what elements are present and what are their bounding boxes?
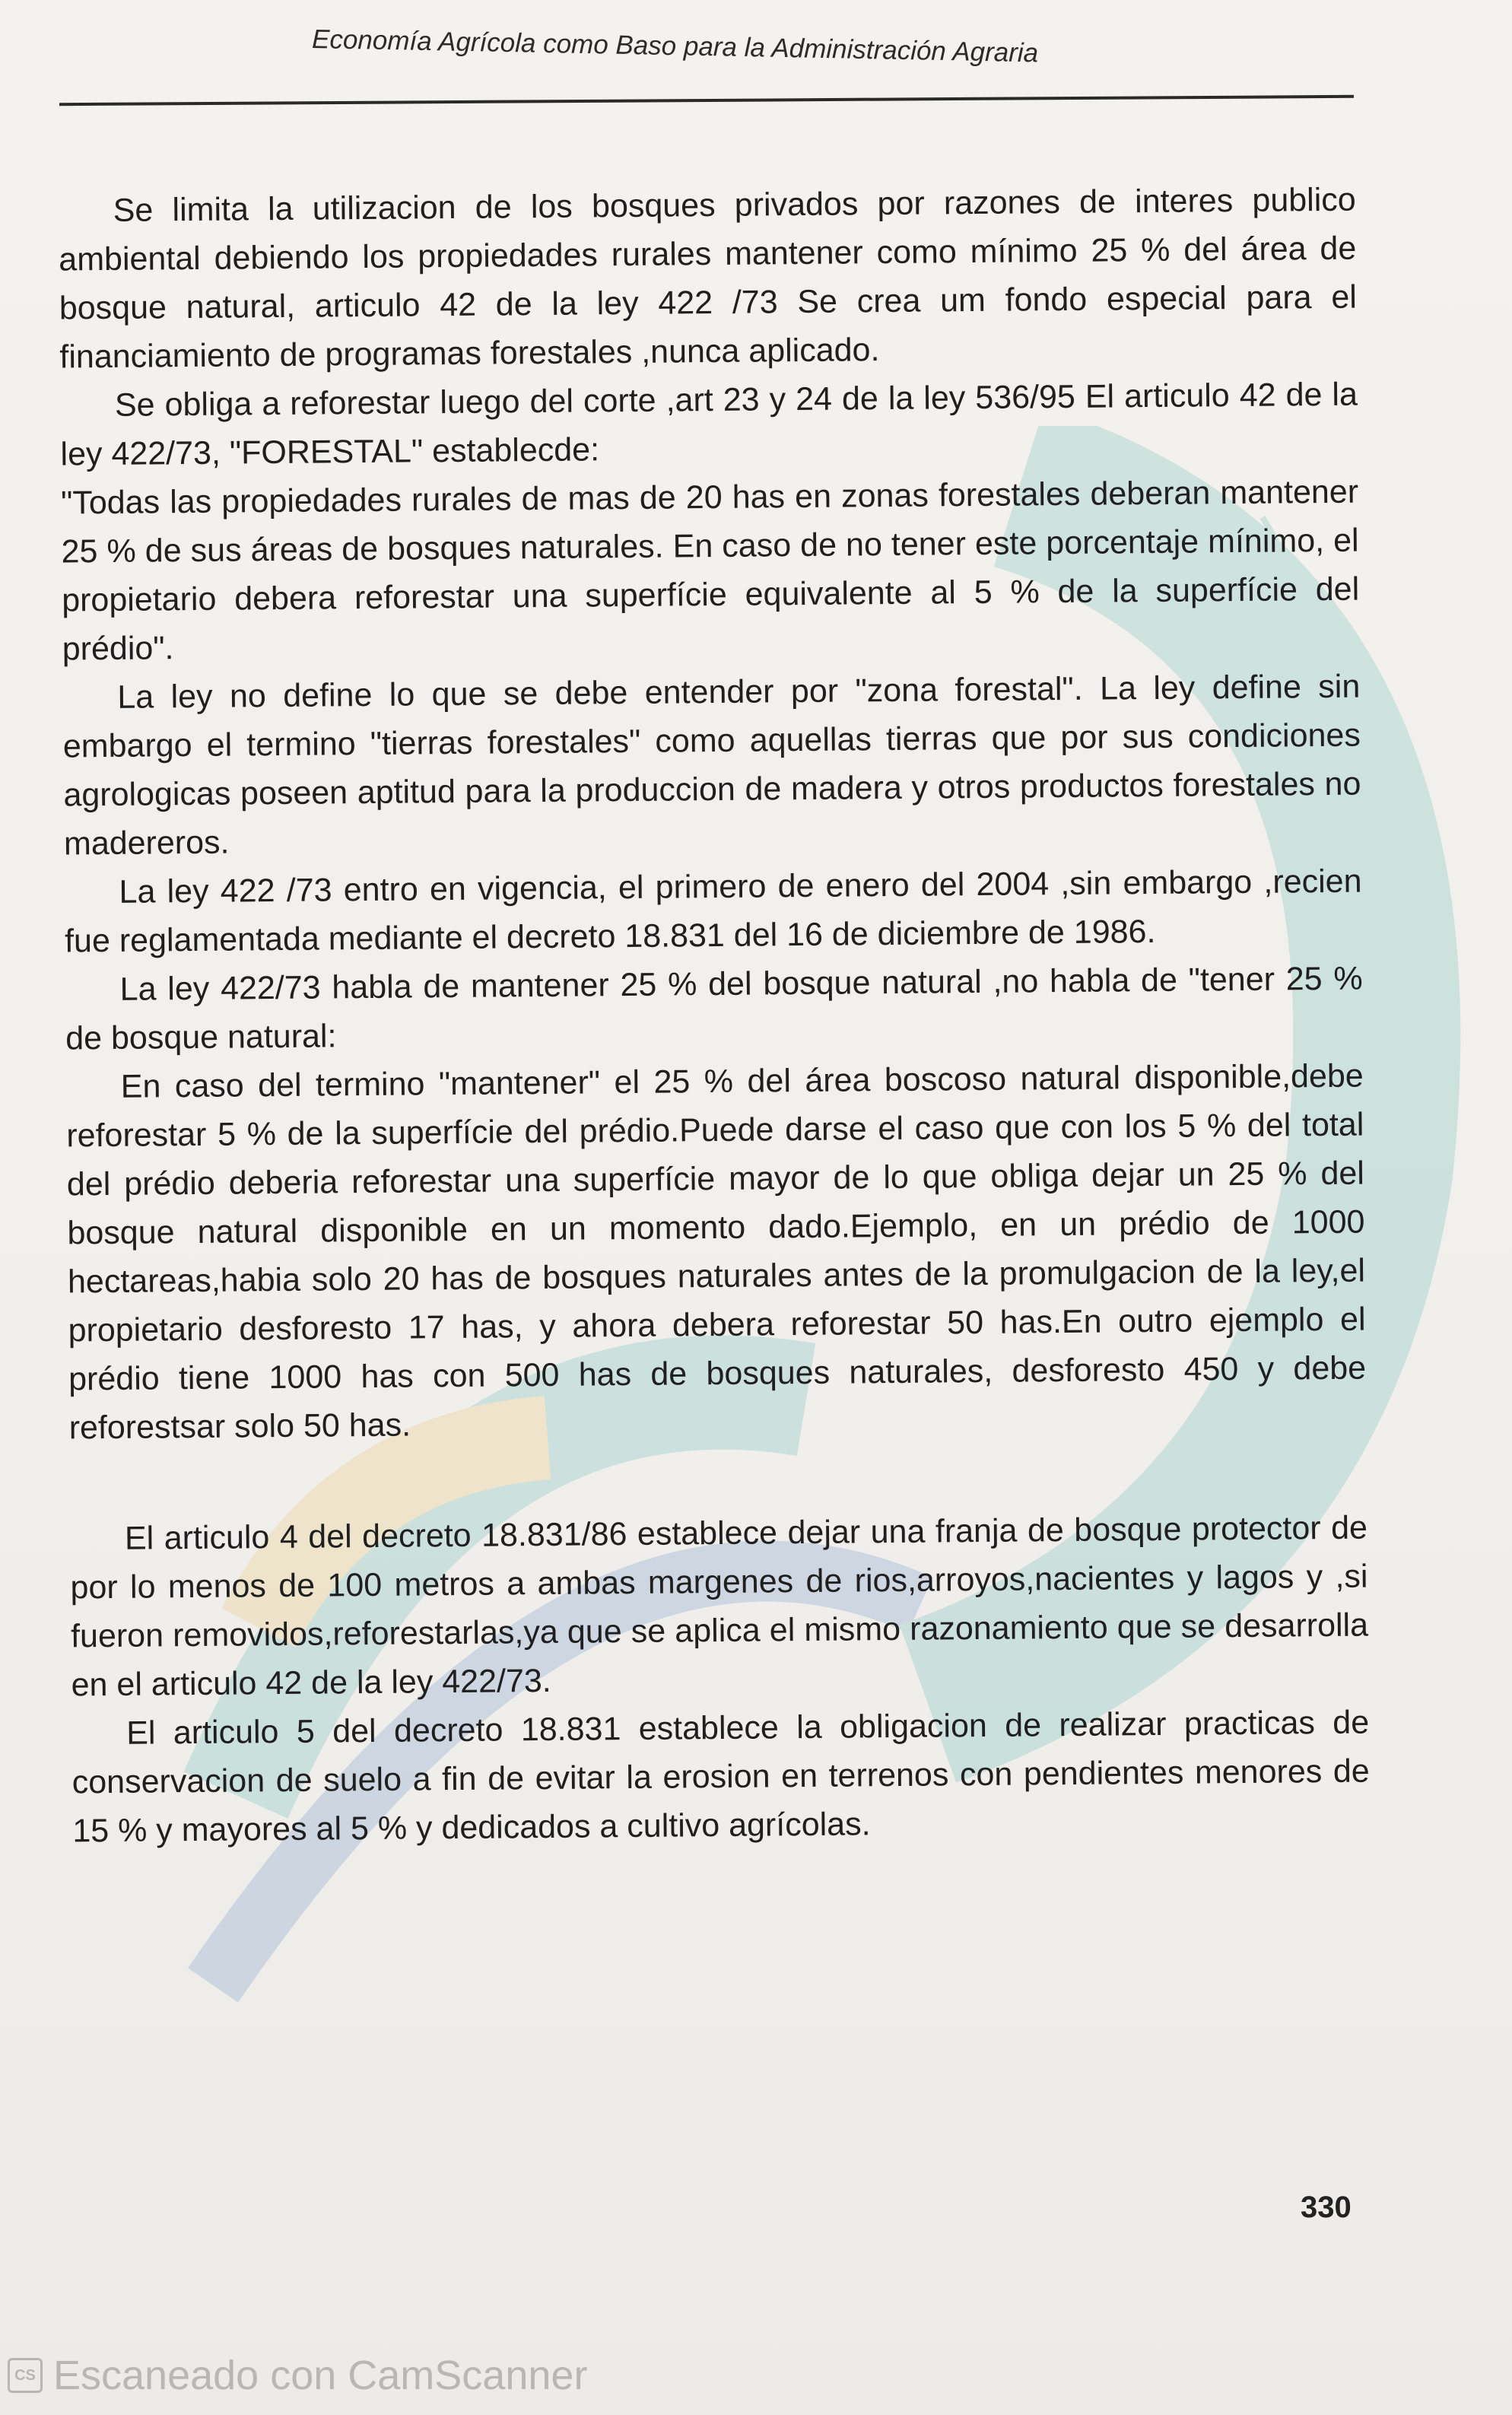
paragraph-4: La ley no define lo que se debe entender por "zona forestal". La ley define sin embargo el termino "tierras forestales" como aquellas tierras que por sus condiciones agrologicas poseen aptitud para la produccion de madera y otros productos forestales no madereros. — [62, 668, 1361, 863]
paragraph-5: La ley 422 /73 entro en vigencia, el primero de enero del 2004 ,sin embargo ,recien fue reglamentada mediante el decreto 18.831 del 16 de diciembre de 1986. — [64, 863, 1362, 960]
camscanner-icon: CS — [8, 2358, 43, 2393]
page-number: 330 — [1301, 2191, 1352, 2224]
paragraph-quote: "Todas las propiedades rurales de mas de 20 has en zonas forestales deberan mantener 25 % de sus áreas de bosques naturales. En caso de no tener este porcentaje mínimo, el propietario debera reforestar una superfície equivalente al 5 % de la superfície del prédio". — [60, 473, 1360, 668]
scanner-watermark — [8, 2352, 587, 2399]
scanner-text: Escaneado con CamScanner — [53, 2353, 588, 2398]
header-rule — [59, 95, 1354, 106]
paragraph-9: El articulo 5 del decreto 18.831 establece la obligacion de realizar practicas de conservacion de suelo a fin de evitar la erosion en terrenos con pendientes menores de 15 % y mayores al 5 % y dedicados a cultivo agrícolas. — [71, 1704, 1370, 1850]
paragraph-2: Se obliga a reforestar luego del corte ,art 23 y 24 de la ley 536/95 El articulo 42 de la ley 422/73, "FORESTAL" establecde: — [60, 376, 1358, 473]
paragraph-8: El articulo 4 del decreto 18.831/86 establece dejar una franja de bosque protector de por lo menos de 100 metros a ambas margenes de rios,arroyos,nacientes y lagos y ,si fueron removidos,reforestarlas,ya que se aplica el mismo razonamiento que se desarrolla en el articulo 42 de la ley 422/73. — [70, 1509, 1369, 1704]
paragraph-6: La ley 422/73 habla de mantener 25 % del bosque natural ,no habla de "tener 25 % de bosque natural: — [65, 960, 1363, 1057]
paragraph-7: En caso del termino "mantener" el 25 % del área boscoso natural disponible,debe reforestar 5 % de la superfície del prédio.Puede darse el caso que con los 5 % del total del prédio deberia reforestar una superfície mayor de lo que obliga dejar un 25 % del bosque natural disponible en un momento dado.Ejemplo, en un prédio de 1000 hectareas,habia solo 20 has de bosques naturales antes de la promulgacion de la ley,el propietario desforesto 17 has, y ahora debera reforestar 50 has.En outro ejemplo el prédio tiene 1000 has con 500 has de bosques naturales, desforesto 450 y debe reforestsar solo 50 has. — [66, 1057, 1367, 1447]
paragraph-1: Se limita la utilizacion de los bosques privados por razones de interes publico ambiental debiendo los propiedades rurales mantener como mínimo 25 % del área de bosque natural, articulo 42 de la ley 422 /73 Se crea um fondo especial para el financiamiento de programas forestales ,nunca aplicado. — [59, 181, 1358, 376]
body-text — [58, 176, 1370, 1856]
running-header: Economía Agrícola como Baso para la Administración Agraria — [311, 24, 1039, 68]
